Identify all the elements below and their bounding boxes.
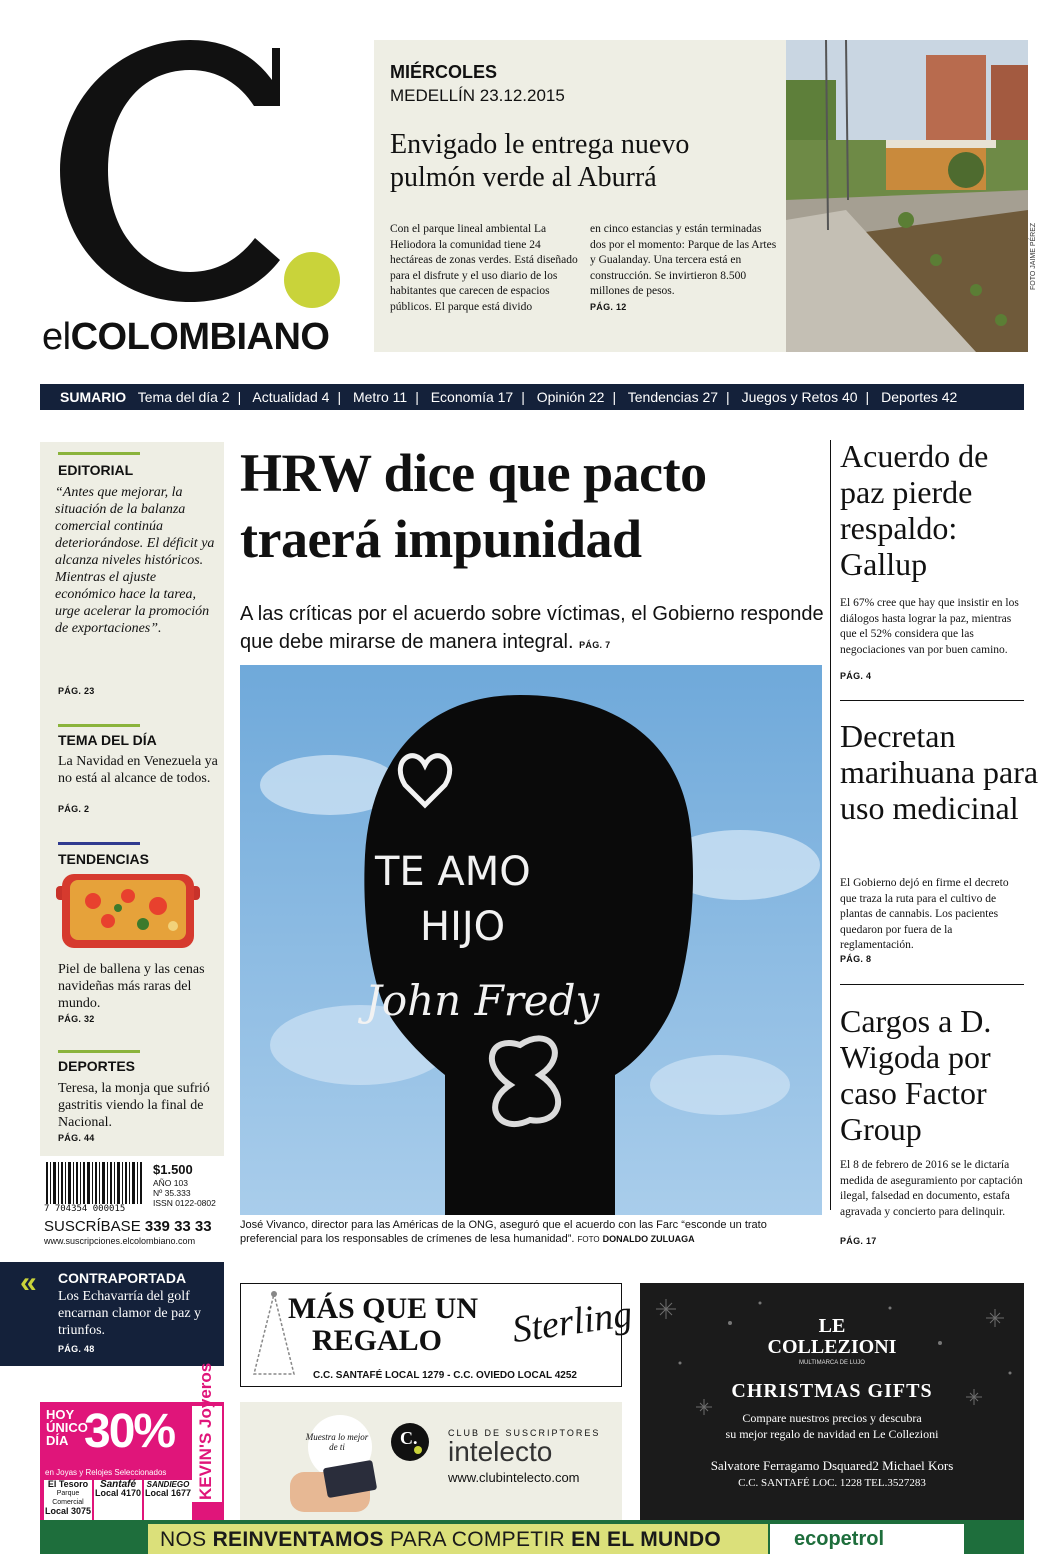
deportes-body: Teresa, la monja que sufrió gastritis viendo la final de Nacional. (58, 1081, 210, 1130)
contraportada-body: Los Echavarría del golf encarnan clamor de paz y triunfos. (58, 1289, 202, 1338)
ad-sterling-brand: Sterling (509, 1292, 635, 1352)
ad-collezioni-location: C.C. SANTAFÉ LOC. 1228 TEL.3527283 (738, 1477, 926, 1489)
ad-collezioni-name-2: COLLEZIONI (767, 1336, 897, 1358)
tema-title[interactable]: TEMA DEL DÍA (58, 732, 157, 748)
tema-pag[interactable]: PÁG. 2 (58, 804, 90, 814)
wordmark-prefix: el (42, 316, 71, 358)
subscribe-url[interactable]: www.suscripciones.elcolombiano.com (44, 1236, 196, 1246)
issue-number: Nº 35.333 (153, 1188, 191, 1198)
story-gallup-pag[interactable]: PÁG. 4 (840, 671, 872, 681)
story-gallup-headline[interactable]: Acuerdo de paz pierde respaldo: Gallup (840, 438, 989, 582)
ad-kevins-hoy (46, 1408, 88, 1447)
main-headline[interactable]: HRW dice que pacto traerá impunidad (240, 443, 707, 569)
caption-credit-name: DONALDO ZULUAGA (602, 1234, 695, 1244)
story-divider (840, 984, 1024, 985)
footer-w1: NOS (160, 1528, 207, 1551)
story-wigoda-headline[interactable]: Cargos a D. Wigoda por caso Factor Group (840, 1003, 992, 1147)
kevins-loc3-local: Local 1677 (144, 1488, 192, 1498)
main-caption (240, 1218, 825, 1247)
main-photo[interactable] (240, 665, 822, 1215)
quote-chevron-icon: « (20, 1266, 37, 1299)
tendencias-body: Piel de ballena y las cenas navideñas más raras del mundo. (58, 962, 205, 1011)
issue-year: AÑO 103 (153, 1178, 188, 1188)
footer-w2: REINVENTAMOS (212, 1528, 384, 1551)
section-rule (58, 452, 140, 455)
section-rule (58, 724, 140, 727)
ad-kevins-discount: 30% (84, 1405, 175, 1458)
ad-collezioni-brands: Salvatore Ferragamo Dsquared2 Michael Kors (710, 1458, 954, 1473)
kevins-loc2-local: Local 4170 (94, 1488, 142, 1498)
sumario-item[interactable]: Juegos y Retos 40 (741, 389, 858, 405)
price: $1.500 (153, 1162, 193, 1177)
deportes-pag[interactable]: PÁG. 44 (58, 1133, 95, 1143)
footer-slogan (160, 1528, 721, 1552)
barcode-number: 7 704354 000015 (44, 1204, 126, 1214)
ad-intelecto[interactable] (240, 1402, 622, 1532)
subscribe-phone[interactable]: 339 33 33 (144, 1218, 212, 1235)
issue-issn: ISSN 0122-0802 (153, 1198, 216, 1208)
teaser-date: MEDELLÍN 23.12.2015 (390, 86, 565, 105)
caption-credit-label: FOTO (577, 1235, 600, 1244)
teaser-body-col2-text: en cinco estancias y están terminadas dos por el momento: Parque de las Artes y Gualanday. Una tercera está en construcción. Se invirtieron 8.500 millones de pesos. (590, 223, 777, 297)
sumario-label: SUMARIO (60, 389, 127, 405)
kevins-loc1-local: Local 3075 (44, 1506, 92, 1516)
barcode (40, 1160, 150, 1216)
kevins-loc1-name: El Tesoro (47, 1479, 89, 1489)
main-deck-pag[interactable]: PÁG. 7 (579, 640, 611, 650)
silhouette-image (240, 665, 822, 1215)
ad-sterling-locations: C.C. SANTAFÉ LOCAL 1279 - C.C. OVIEDO LOCAL 4252 (313, 1370, 577, 1381)
caption-text: José Vivanco, director para las Américas de la ONG, aseguró que el acuerdo con las Farc “esconde un trato preferencial para los responsables de crímenes de lesa humanidad”. (240, 1219, 767, 1245)
ad-collezioni-name (640, 1316, 1024, 1358)
teaser-body-col2 (590, 222, 780, 315)
editorial-title[interactable]: EDITORIAL (58, 462, 134, 478)
subscribe-label: SUSCRÍBASE (44, 1218, 141, 1235)
masthead-logo[interactable] (40, 10, 340, 310)
section-rule (58, 842, 140, 845)
kevins-loc2-name: Santafé (99, 1479, 137, 1490)
sumario-item[interactable]: Economía 17 (430, 389, 514, 405)
sumario-item[interactable]: Actualidad 4 (252, 389, 330, 405)
ad-collezioni-copy-1: Compare nuestros precios y descubra (742, 1411, 922, 1425)
kevins-loc1-sub: Parque Comercial (52, 1490, 84, 1506)
story-wigoda-pag[interactable]: PÁG. 17 (840, 1236, 877, 1246)
sumario-bar (40, 384, 1024, 410)
food-dish-image (48, 866, 208, 956)
intelecto-url[interactable]: www.clubintelecto.com (448, 1470, 580, 1485)
intelecto-brand: intelecto (448, 1436, 553, 1467)
ad-kevins-joyas: en Joyas y Relojes Seleccionados (45, 1468, 167, 1477)
subscribe-line[interactable] (44, 1218, 212, 1235)
story-marihuana-body: El Gobierno dejó en firme el decreto que traza la ruta para el cultivo de plantas de cannabis. Los pacientes quedaron por fuera de la reglamentación. (840, 877, 1009, 951)
intelecto-logo-letter: C. (400, 1428, 418, 1448)
kevins-unico: ÚNICO (46, 1420, 88, 1435)
separator: | (237, 389, 242, 405)
sumario-item[interactable]: Opinión 22 (536, 389, 605, 405)
story-marihuana-headline[interactable]: Decretan marihuana para uso medicinal (840, 718, 1039, 826)
ad-sterling-line1: MÁS QUE UN (288, 1292, 479, 1325)
ad-kevins-brand: KEVIN'S Joyeros (196, 1362, 215, 1500)
tema-body: La Navidad en Venezuela ya no está al alcance de todos. (58, 754, 218, 786)
contraportada-title[interactable]: CONTRAPORTADA (58, 1270, 187, 1286)
footer-w4: EN EL MUNDO (571, 1528, 722, 1551)
column-divider (830, 440, 831, 1210)
teaser-photo-credit: FOTO JAIME PÉREZ (1030, 222, 1037, 290)
photo-text-line2: HIJO (420, 904, 506, 950)
sumario-item[interactable]: Deportes 42 (881, 389, 958, 405)
sumario-item[interactable]: Tema del día 2 (137, 389, 230, 405)
teaser-pag[interactable]: PÁG. 12 (590, 301, 627, 312)
logo-letter (40, 10, 41, 11)
ad-collezioni-xmas: CHRISTMAS GIFTS (731, 1380, 933, 1402)
tendencias-title[interactable]: TENDENCIAS (58, 851, 150, 867)
editorial-body: “Antes que mejorar, la situación de la balanza comercial continúa deteriorándose. El déficit ya alcanza niveles históricos. Mientras el ajuste económico hace la tarea, urge acelerar la promoción de exportaciones”. (55, 485, 215, 636)
intelecto-card-text: Muestra lo mejor de ti (305, 1432, 369, 1452)
intelecto-club: CLUB DE SUSCRIPTORES (448, 1428, 601, 1438)
hand-card-image (270, 1412, 380, 1522)
deportes-title[interactable]: DEPORTES (58, 1058, 136, 1074)
masthead-wordmark[interactable] (42, 316, 329, 359)
teaser-headline[interactable]: Envigado le entrega nuevo pulmón verde al Aburrá (390, 129, 690, 193)
main-deck-text: A las críticas por el acuerdo sobre víctimas, el Gobierno responde que debe mirarse de manera integral. (240, 603, 824, 653)
teaser-body-col1: Con el parque lineal ambiental La Heliodora la comunidad tiene 24 hectáreas de zonas verdes. Está diseñado para el disfrute y el uso diario de los habitantes que carecen de espacios públicos. El parque está divido (390, 223, 578, 313)
park-photo (786, 40, 1028, 352)
logo-graphic (40, 10, 340, 310)
tendencias-pag[interactable]: PÁG. 32 (58, 1014, 95, 1024)
ad-collezioni-copy-2: su mejor regalo de navidad en Le Collezioni (725, 1427, 939, 1441)
footer-sponsor[interactable]: ecopetrol (794, 1528, 885, 1550)
sumario-item[interactable]: Metro 11 (352, 389, 408, 405)
separator: | (726, 389, 730, 405)
contraportada-pag[interactable]: PÁG. 48 (58, 1344, 95, 1354)
ad-collezioni-name-1: LE (818, 1315, 846, 1337)
separator: | (337, 389, 342, 405)
ad-sterling-line2: REGALO (312, 1324, 443, 1357)
ad-collezioni-tagline: MULTIMARCA DE LUJO (799, 1360, 865, 1366)
wordmark-main: COLOMBIANO (70, 316, 330, 358)
story-divider (840, 700, 1024, 701)
editorial-pag[interactable]: PÁG. 23 (58, 686, 95, 696)
separator: | (612, 389, 617, 405)
kevins-hoy: HOY (46, 1407, 75, 1422)
footer-w3: PARA COMPETIR (389, 1528, 565, 1551)
issue-info (153, 1178, 216, 1208)
separator: | (521, 389, 525, 405)
separator: | (415, 389, 419, 405)
photo-text-line3: John Fredy (365, 976, 600, 1025)
story-marihuana-pag[interactable]: PÁG. 8 (840, 954, 872, 964)
kevins-loc3-name: SANDIEGO (146, 1480, 190, 1489)
story-wigoda-body: El 8 de febrero de 2016 se le dictaría medida de aseguramiento por captación ilegal, falsedad en documento, estafa agravada y concierto para delinquir. (840, 1159, 1023, 1218)
photo-text-line1: TE AMO (375, 849, 531, 895)
teaser-photo[interactable] (786, 40, 1028, 352)
section-rule (58, 1050, 140, 1053)
ad-collezioni-copy (640, 1410, 1024, 1442)
sumario-item[interactable]: Tendencias 27 (627, 389, 719, 405)
teaser-day: MIÉRCOLES (390, 62, 498, 82)
main-deck (240, 600, 830, 659)
separator: | (865, 389, 870, 405)
kevins-dia: DÍA (46, 1433, 69, 1448)
story-gallup-body: El 67% cree que hay que insistir en los diálogos hasta lograr la paz, mientras que el 52% considera que las negociaciones van por buen camino. (840, 597, 1019, 656)
